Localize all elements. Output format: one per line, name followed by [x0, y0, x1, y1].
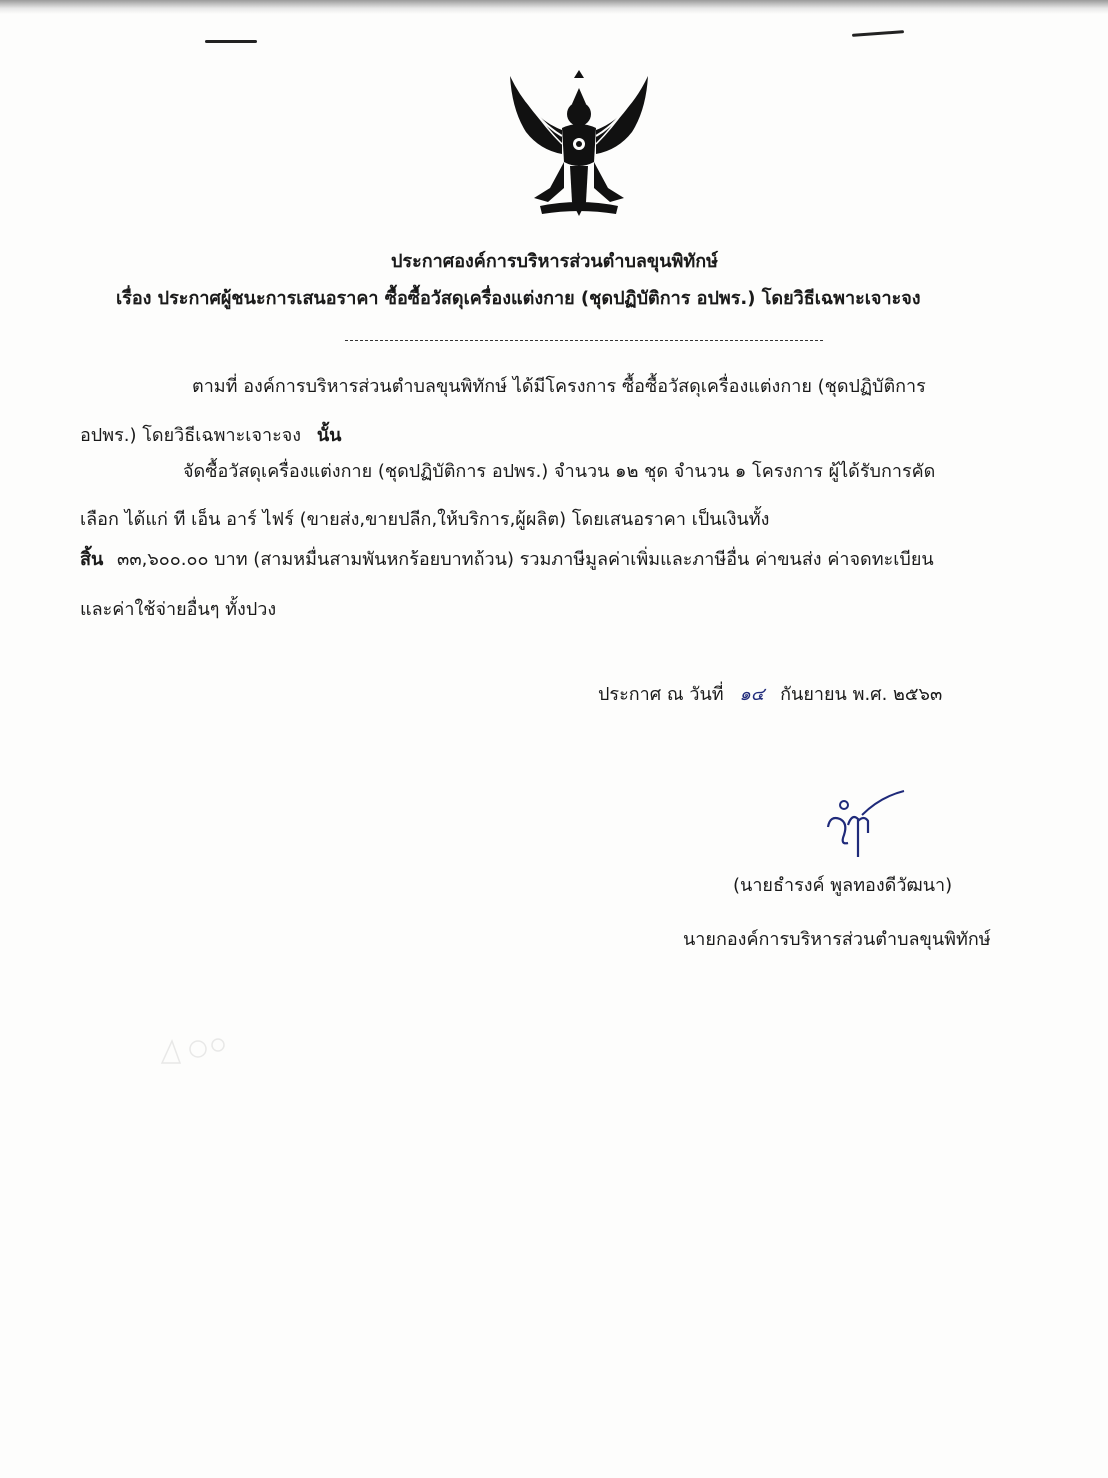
- top-left-dash-mark: [205, 40, 257, 43]
- paragraph-2-line-3: [80, 544, 934, 573]
- paper-top-edge: [0, 0, 1108, 14]
- announcement-subject: เรื่อง ประกาศผู้ชนะการเสนอราคา ซื้อซื้อวัสดุเครื่องแต่งกาย (ชุดปฏิบัติการ อปพร.) โดยวิธีเฉพาะเจาะจง: [116, 288, 921, 309]
- signatory-name: (นายธำรงค์ พูลทองดีวัฒนา): [733, 875, 953, 896]
- announcement-title: ประกาศองค์การบริหารส่วนตำบลขุนพิทักษ์: [391, 251, 718, 272]
- paragraph-2-line-3-rest: ๓๓,๖๐๐.๐๐ บาท (สามหมื่นสามพันหกร้อยบาทถ้วน) รวมภาษีมูลค่าเพิ่มและภาษีอื่น ค่าขนส่ง ค่าจดทะเบียน: [117, 549, 934, 570]
- signatory-position: นายกองค์การบริหารส่วนตำบลขุนพิทักษ์: [683, 929, 991, 950]
- paragraph-1-line-2-end: นั้น: [316, 425, 342, 446]
- paragraph-2-line-2: เลือก ได้แก่ ที เอ็น อาร์ ไฟร์ (ขายส่ง,ขายปลีก,ให้บริการ,ผู้ผลิต) โดยเสนอราคา เป็นเงินทั้ง: [80, 509, 770, 530]
- paragraph-2-line-4: และค่าใช้จ่ายอื่นๆ ทั้งปวง: [80, 599, 277, 620]
- paragraph-2-line-1: จัดซื้อวัสดุเครื่องแต่งกาย (ชุดปฏิบัติการ อปพร.) จำนวน ๑๒ ชุด จำนวน ๑ โครงการ ผู้ได้รับการคัด: [183, 461, 936, 482]
- paragraph-2-line-3-start: สิ้น: [80, 549, 104, 570]
- handwritten-signature: [818, 785, 918, 860]
- dashed-separator: [345, 340, 823, 341]
- paragraph-1-line-1: ตามที่ องค์การบริหารส่วนตำบลขุนพิทักษ์ ได้มีโครงการ ซื้อซื้อวัสดุเครื่องแต่งกาย (ชุดปฏิบัติการ: [192, 376, 926, 397]
- garuda-emblem: [500, 70, 658, 220]
- date-prefix: ประกาศ ณ วันที่: [598, 684, 724, 705]
- date-day-handwritten: ๑๔: [739, 684, 765, 705]
- date-month-year: กันยายน พ.ศ. ๒๕๖๓: [780, 684, 943, 705]
- faint-stamp-mark: [158, 1025, 228, 1070]
- top-right-dash-mark: [852, 30, 904, 37]
- announcement-date: [598, 679, 942, 708]
- paragraph-1-line-2: [80, 420, 341, 449]
- paragraph-1-line-2-text: อปพร.) โดยวิธีเฉพาะเจาะจง: [80, 425, 302, 446]
